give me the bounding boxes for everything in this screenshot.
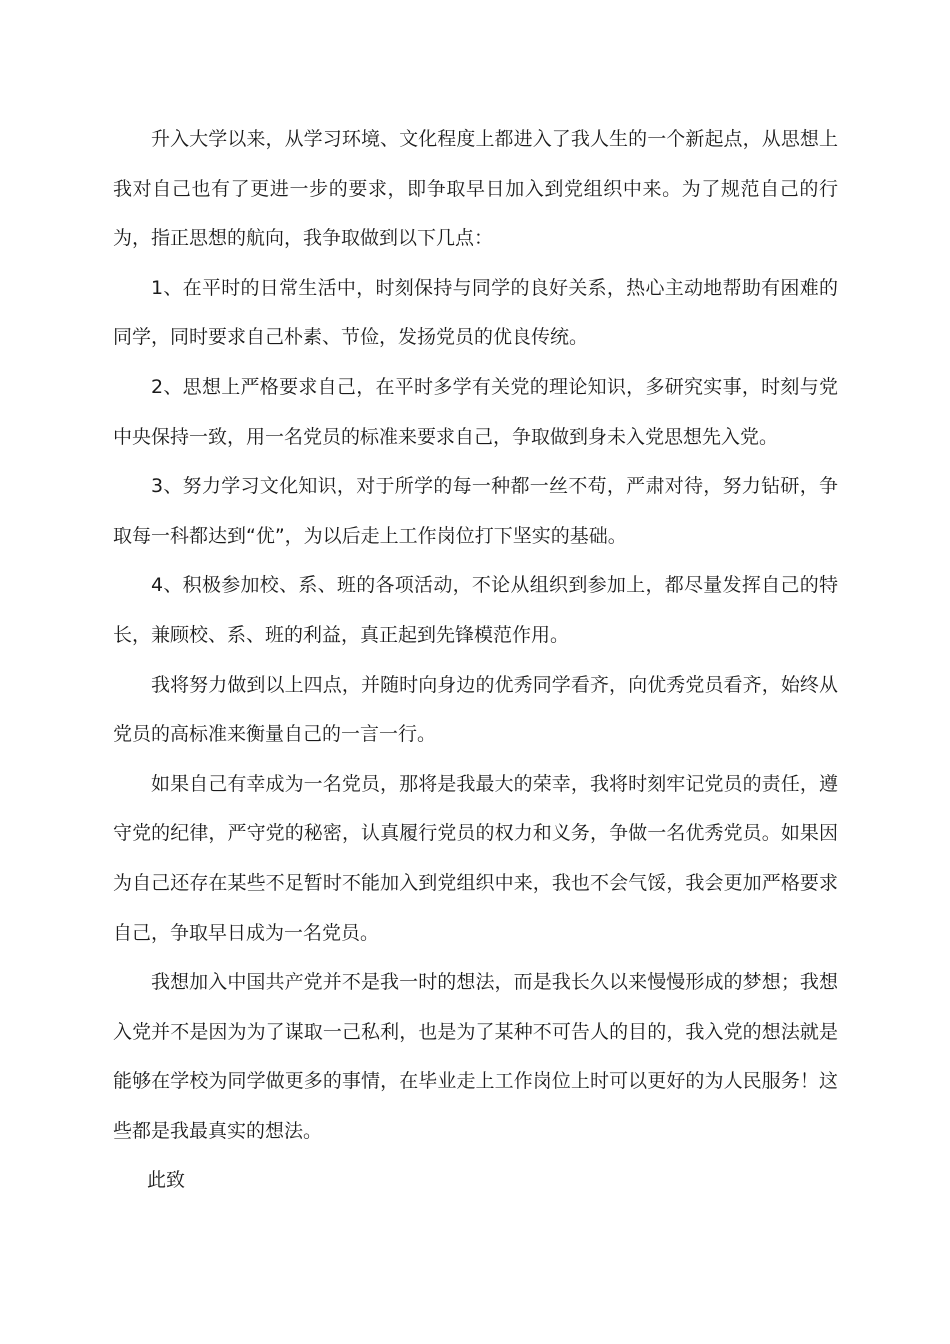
paragraph-point-2: 2、思想上严格要求自己，在平时多学有关党的理论知识，多研究实事，时刻与党中央保持一致，用一名党员的标准来要求自己，争取做到身未入党思想先入党。 [113, 375, 838, 448]
paragraph-intro: 升入大学以来，从学习环境、文化程度上都进入了我人生的一个新起点，从思想上我对自己也有了更进一步的要求，即争取早日加入到党组织中来。为了规范自己的行为，指正思想的航向，我争取做到以下几点： [113, 128, 838, 250]
document-body [113, 115, 838, 1206]
paragraph-point-4: 4、积极参加校、系、班的各项活动，不论从组织到参加上，都尽量发挥自己的特长，兼顾校、系、班的利益，真正起到先锋模范作用。 [113, 574, 838, 646]
paragraph-point-3: 3、努力学习文化知识，对于所学的每一种都一丝不苟，严肃对待，努力钻研，争取每一科都达到“优”，为以后走上工作岗位打下坚实的基础。 [113, 475, 838, 547]
paragraph-point-1: 1、在平时的日常生活中，时刻保持与同学的良好关系，热心主动地帮助有困难的同学，同时要求自己朴素、节俭，发扬党员的优良传统。 [113, 276, 838, 349]
paragraph-motivation: 我想加入中国共产党并不是我一时的想法，而是我长久以来慢慢形成的梦想；我想入党并不是因为为了谋取一己私利，也是为了某种不可告人的目的，我入党的想法就是能够在学校为同学做更多的事情，在毕业走上工作岗位上时可以更好的为人民服务！这些都是我最真实的想法。 [113, 971, 838, 1142]
closing-salutation: 此致 [147, 1169, 186, 1192]
paragraph-commitment: 我将努力做到以上四点，并随时向身边的优秀同学看齐，向优秀党员看齐，始终从党员的高标准来衡量自己的一言一行。 [113, 673, 838, 746]
paragraph-aspiration: 如果自己有幸成为一名党员，那将是我最大的荣幸，我将时刻牢记党员的责任，遵守党的纪律，严守党的秘密，认真履行党员的权力和义务，争做一名优秀党员。如果因为自己还存在某些不足暂时不能加入到党组织中来，我也不会气馁，我会更加严格要求自己，争取早日成为一名党员。 [113, 772, 838, 944]
